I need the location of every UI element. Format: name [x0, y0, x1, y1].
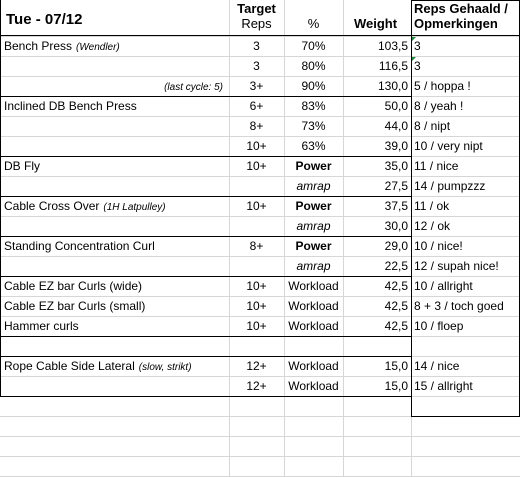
percent-cell[interactable]: amrap [296, 219, 331, 233]
weight-cell[interactable]: 130,0 [377, 79, 408, 93]
group-border [0, 276, 411, 277]
exercise-cell[interactable] [4, 196, 229, 216]
remark-cell[interactable]: 10 / allright [414, 279, 473, 293]
exercise-name: Cable EZ bar Curls (wide) [4, 279, 143, 293]
group-border [0, 96, 411, 97]
grid-col-line [229, 0, 230, 477]
exercise-cell[interactable] [4, 316, 229, 336]
percent-cell[interactable]: Workload [288, 359, 339, 373]
target-reps-cell[interactable]: 3 [253, 59, 260, 73]
remark-cell[interactable]: 11 / nice [414, 159, 459, 173]
target-reps-cell[interactable] [229, 256, 284, 276]
remark-cell[interactable]: 8 + 3 / toch goed [414, 299, 504, 313]
grid-row-line [0, 436, 520, 437]
grid-row-line [0, 376, 520, 377]
weight-cell[interactable]: 29,0 [384, 239, 408, 253]
exercise-name: Inclined DB Bench Press [4, 99, 137, 113]
exercise-note: (1H Latpulley) [103, 202, 166, 213]
target-reps-cell[interactable]: 10+ [246, 199, 267, 213]
target-reps-cell[interactable] [229, 336, 284, 356]
remark-cell[interactable]: 10 / floep [414, 319, 464, 333]
remark-cell[interactable] [414, 336, 518, 356]
exercise-cell[interactable] [4, 156, 229, 176]
percent-cell[interactable] [284, 336, 343, 356]
exercise-cell[interactable] [4, 56, 229, 76]
exercise-note: (last cycle: 5) [164, 82, 223, 93]
exercise-note: (Wendler) [76, 42, 120, 53]
remark-cell[interactable]: 10 / very nipt [414, 139, 483, 153]
remark-cell[interactable]: 3 [414, 59, 421, 73]
grid-row-line [0, 136, 520, 137]
grid-row-line [0, 56, 520, 57]
grid-row-line [0, 316, 520, 317]
target-reps-cell[interactable]: 10+ [246, 299, 267, 313]
header-border [0, 35, 520, 36]
group-border [0, 236, 411, 237]
grid-row-line [0, 296, 520, 297]
target-reps-cell[interactable]: 10+ [246, 139, 267, 153]
target-reps-cell[interactable]: 10+ [246, 319, 267, 333]
grid-row-line [0, 216, 520, 217]
target-reps-cell[interactable]: 12+ [246, 359, 267, 373]
remark-cell[interactable]: 12 / ok [414, 219, 451, 233]
sheet-title[interactable]: Tue - 07/12 [6, 11, 83, 28]
remark-cell[interactable]: 3 [414, 39, 421, 53]
exercise-cell[interactable] [4, 376, 229, 396]
exercise-name: Hammer curls [4, 319, 79, 333]
percent-cell[interactable]: 63% [301, 139, 326, 153]
exercise-cell[interactable] [4, 236, 229, 256]
notes-bottom-border [411, 416, 520, 417]
target-reps-cell[interactable]: 3+ [249, 79, 264, 93]
header-target-reps-line2[interactable]: Reps [241, 16, 272, 31]
group-border [0, 356, 411, 357]
weight-cell[interactable]: 37,5 [384, 199, 408, 213]
exercise-name: Cable EZ bar Curls (small) [4, 299, 146, 313]
target-reps-cell[interactable]: 3 [253, 39, 260, 53]
weight-cell[interactable]: 35,0 [384, 159, 408, 173]
target-reps-cell[interactable]: 8+ [249, 239, 264, 253]
grid-col-line [284, 0, 285, 477]
percent-cell[interactable]: amrap [296, 179, 331, 193]
target-reps-cell[interactable] [229, 176, 284, 196]
remark-cell[interactable]: 8 / yeah ! [414, 99, 464, 113]
exercise-name: Rope Cable Side Lateral [4, 359, 135, 373]
grid-row-line [0, 456, 520, 457]
weight-cell[interactable]: 103,5 [377, 39, 408, 53]
percent-cell[interactable]: Workload [288, 319, 339, 333]
target-reps-cell[interactable]: 6+ [249, 99, 264, 113]
weight-cell[interactable]: 44,0 [384, 119, 408, 133]
grid-col-line [343, 0, 344, 477]
weight-cell[interactable]: 15,0 [384, 379, 408, 393]
left-border [0, 0, 1, 396]
remark-cell[interactable]: 12 / supah nice! [414, 259, 499, 273]
exercise-cell[interactable] [4, 76, 223, 96]
weight-cell[interactable]: 116,5 [378, 59, 408, 73]
weight-cell[interactable]: 42,5 [384, 279, 408, 293]
exercise-name: Cable Cross Over [4, 199, 100, 213]
remark-cell[interactable]: 14 / nice [414, 359, 460, 373]
exercise-cell[interactable] [4, 336, 229, 356]
header-percent[interactable]: % [307, 16, 320, 31]
percent-cell[interactable]: Workload [288, 299, 339, 313]
exercise-cell[interactable] [4, 96, 229, 116]
grid-row-line [0, 176, 520, 177]
target-reps-cell[interactable]: 12+ [246, 379, 267, 393]
target-reps-cell[interactable]: 10+ [246, 159, 267, 173]
exercise-name: Bench Press [4, 39, 73, 53]
percent-cell[interactable]: Power [295, 159, 332, 173]
remark-cell[interactable]: 14 / pumpzzz [414, 179, 486, 193]
percent-cell[interactable]: 90% [301, 79, 326, 93]
header-notes-line1[interactable]: Reps Gehaald / [414, 1, 508, 16]
exercise-cell[interactable] [4, 296, 229, 316]
percent-cell[interactable]: Workload [288, 379, 339, 393]
exercise-name: Standing Concentration Curl [4, 239, 155, 253]
header-target-reps-line1[interactable]: Target [237, 1, 276, 16]
remark-cell[interactable]: 5 / hoppa ! [414, 79, 471, 93]
percent-cell[interactable]: Power [295, 199, 332, 213]
group-border [0, 396, 411, 397]
target-reps-cell[interactable] [229, 216, 284, 236]
weight-cell[interactable]: 22,5 [384, 259, 408, 273]
percent-cell[interactable]: amrap [296, 259, 331, 273]
exercise-cell[interactable] [4, 256, 229, 276]
header-weight[interactable]: Weight [353, 16, 398, 31]
grid-row-line [0, 116, 520, 117]
weight-cell[interactable]: 15,0 [384, 359, 408, 373]
grid-row-line [0, 256, 520, 257]
percent-cell[interactable]: 73% [301, 119, 326, 133]
weight-cell[interactable]: 39,0 [384, 139, 408, 153]
remark-cell[interactable]: 15 / allright [414, 379, 473, 393]
group-border [0, 336, 411, 337]
percent-cell[interactable]: 80% [301, 59, 326, 73]
exercise-cell[interactable] [4, 36, 229, 56]
weight-cell[interactable]: 50,0 [384, 99, 408, 113]
percent-cell[interactable]: Power [295, 239, 332, 253]
grid-row-line [0, 36, 520, 37]
remark-cell[interactable]: 10 / nice! [414, 239, 463, 253]
exercise-name: DB Fly [4, 159, 40, 173]
exercise-note: (slow, strikt) [138, 362, 192, 373]
target-reps-cell[interactable]: 10+ [246, 279, 267, 293]
remark-cell[interactable]: 8 / nipt [414, 119, 451, 133]
weight-cell[interactable] [343, 336, 408, 356]
exercise-cell[interactable] [4, 116, 229, 136]
header-notes-line2[interactable]: Opmerkingen [414, 16, 498, 31]
grid-row-line [0, 76, 520, 77]
percent-cell[interactable]: 70% [301, 39, 326, 53]
weight-cell[interactable]: 42,5 [384, 319, 408, 333]
notes-top-border [411, 0, 520, 1]
group-border [0, 156, 411, 157]
weight-cell[interactable]: 27,5 [384, 179, 408, 193]
exercise-cell[interactable] [4, 136, 229, 156]
weight-cell[interactable]: 42,5 [384, 299, 408, 313]
group-border [0, 196, 411, 197]
exercise-cell[interactable] [4, 276, 229, 296]
exercise-cell[interactable] [4, 356, 229, 376]
notes-left-border [411, 0, 412, 417]
remark-cell[interactable]: 11 / ok [414, 199, 450, 213]
weight-cell[interactable]: 30,0 [384, 219, 408, 233]
exercise-cell[interactable] [4, 216, 229, 236]
percent-cell[interactable]: 83% [301, 99, 326, 113]
target-reps-cell[interactable]: 8+ [249, 119, 264, 133]
exercise-cell[interactable] [4, 176, 229, 196]
percent-cell[interactable]: Workload [288, 279, 339, 293]
